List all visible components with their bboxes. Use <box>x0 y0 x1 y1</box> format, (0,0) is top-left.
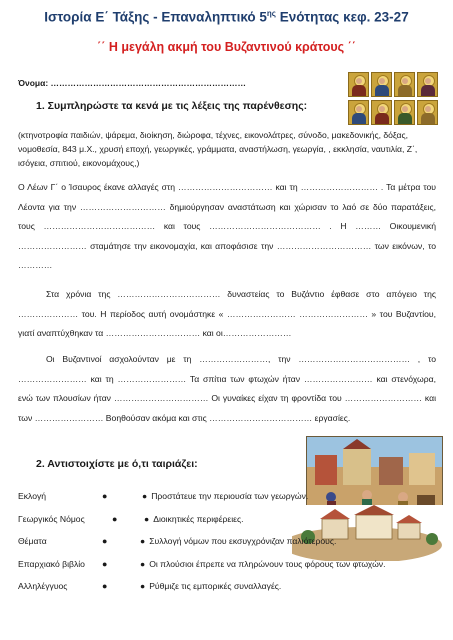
saint-icon <box>371 72 392 97</box>
match-term: Γεωργικός Νόμος <box>18 514 85 524</box>
fill-paragraph-3: Οι Βυζαντινοί ασχολούνταν με τη ……………………, την ………………………………… , το …………………… και τη …………………… Τα σπίτια των φτωχών ήταν …………………… και στενόχωρα, ενώ των πλουσίων ήταν …………………………… Οι γυναίκες είχαν τη φροντίδα του ……………………… και των …………………… Βοηθούσαν ακόμα και στις ……………………………… εργασίες. <box>18 354 436 423</box>
bullet-icon[interactable]: ● <box>140 559 146 569</box>
student-name-field: Όνομα: …………………………………………………………… <box>18 78 247 88</box>
bullet-icon[interactable]: ● <box>142 491 148 501</box>
match-definition: ● Συλλογή νόμων που εκσυγχρόνιζαν παλιότερους. <box>140 536 337 546</box>
match-row <box>0 559 453 573</box>
page-subtitle: ΄΄ Η μεγάλη ακμή του Βυζαντινού κράτους ΄΄ <box>97 40 356 54</box>
saint-icon <box>371 100 392 125</box>
fill-paragraph-2: Στα χρόνια της ……………………………… δυναστείας το Βυζάντιο έφθασε στο απόγειο της ………………… του. Η περίοδος αυτή ονομάστηκε « …………………… …………………… » του Βυζαντίου, γιατί αναπτύχθηκαν τα …………………………… και οι…………………… <box>18 289 436 338</box>
match-definition: ● Ρύθμιζε τις εμπορικές συναλλαγές. <box>140 581 282 591</box>
match-definition: ● Οι πλούσιοι έπρεπε να πληρώνουν τους φόρους των φτωχών. <box>140 559 386 569</box>
match-row <box>0 491 453 505</box>
saint-icon <box>394 100 415 125</box>
bullet-icon[interactable]: ● <box>102 581 108 591</box>
match-term: Αλληλέγγυος <box>18 581 68 591</box>
bullet-icon[interactable]: ● <box>140 536 146 546</box>
word-bank: (κτηνοτροφία παιδιών, ψάρεμα, διοίκηση, διώροφα, τέχνες, εικονολάτρες, σύνοδο, μακεδονικής, δόξας, νομοθεσία, 843 μ.Χ., χρυσή εποχή, γεωργικές, γράμματα, αναστήλωση, γεωργία, , εκκλησία, ναυτιλία, Ζ΄, ισόγεια, σπιτιού, εικονομάχους,) <box>18 130 418 168</box>
saint-icon <box>394 72 415 97</box>
match-row <box>0 514 453 528</box>
saint-icon <box>348 100 369 125</box>
saint-icon <box>348 72 369 97</box>
section2-heading: 2. Αντιστοιχίστε με ό,τι ταιριάζει: <box>36 458 198 470</box>
match-term: Επαρχιακό βιβλίο <box>18 559 85 569</box>
page-title: Ιστορία Ε΄ Τάξης - Επαναληπτικό $5^{\eta\varsigma}$ Ενότητας κεφ. 23-27 <box>44 9 409 25</box>
match-row <box>0 581 453 595</box>
bullet-icon[interactable]: ● <box>140 581 146 591</box>
bullet-icon[interactable]: ● <box>102 559 108 569</box>
fill-paragraph-1: Ο Λέων Γ΄ ο Ίσαυρος έκανε αλλαγές στη …………………………… και τη ……………………… . Τα μέτρα του Λέοντα για την ………………………… δημιούργησαν αναστάτωση και χώρισαν το λαό σε δύο παρατάξεις, τους ………………………………… και τους ………………………………… . Η ……… Οικουμενική …………………… σταμάτησε την εικονομαχία, και αποφάσισε την …………………………… των εικόνων, το ………… <box>18 182 436 270</box>
bullet-icon[interactable]: ● <box>102 536 108 546</box>
section1-heading: 1. Συμπληρώστε τα κενά με τις λέξεις της παρένθεσης: <box>36 100 308 112</box>
match-term: Θέματα <box>18 536 47 546</box>
saint-icon <box>417 72 438 97</box>
match-definition: ● Διοικητικές περιφέρειες. <box>144 514 244 524</box>
match-row <box>0 536 453 550</box>
saint-icon <box>417 100 438 125</box>
bullet-icon[interactable]: ● <box>144 514 150 524</box>
bullet-icon[interactable]: ● <box>112 514 118 524</box>
bullet-icon[interactable]: ● <box>102 491 108 501</box>
match-definition: ● Προστάτευε την περιουσία των γεωργών. <box>142 491 309 501</box>
byzantine-icons-image <box>348 72 440 126</box>
match-term: Εκλογή <box>18 491 47 501</box>
